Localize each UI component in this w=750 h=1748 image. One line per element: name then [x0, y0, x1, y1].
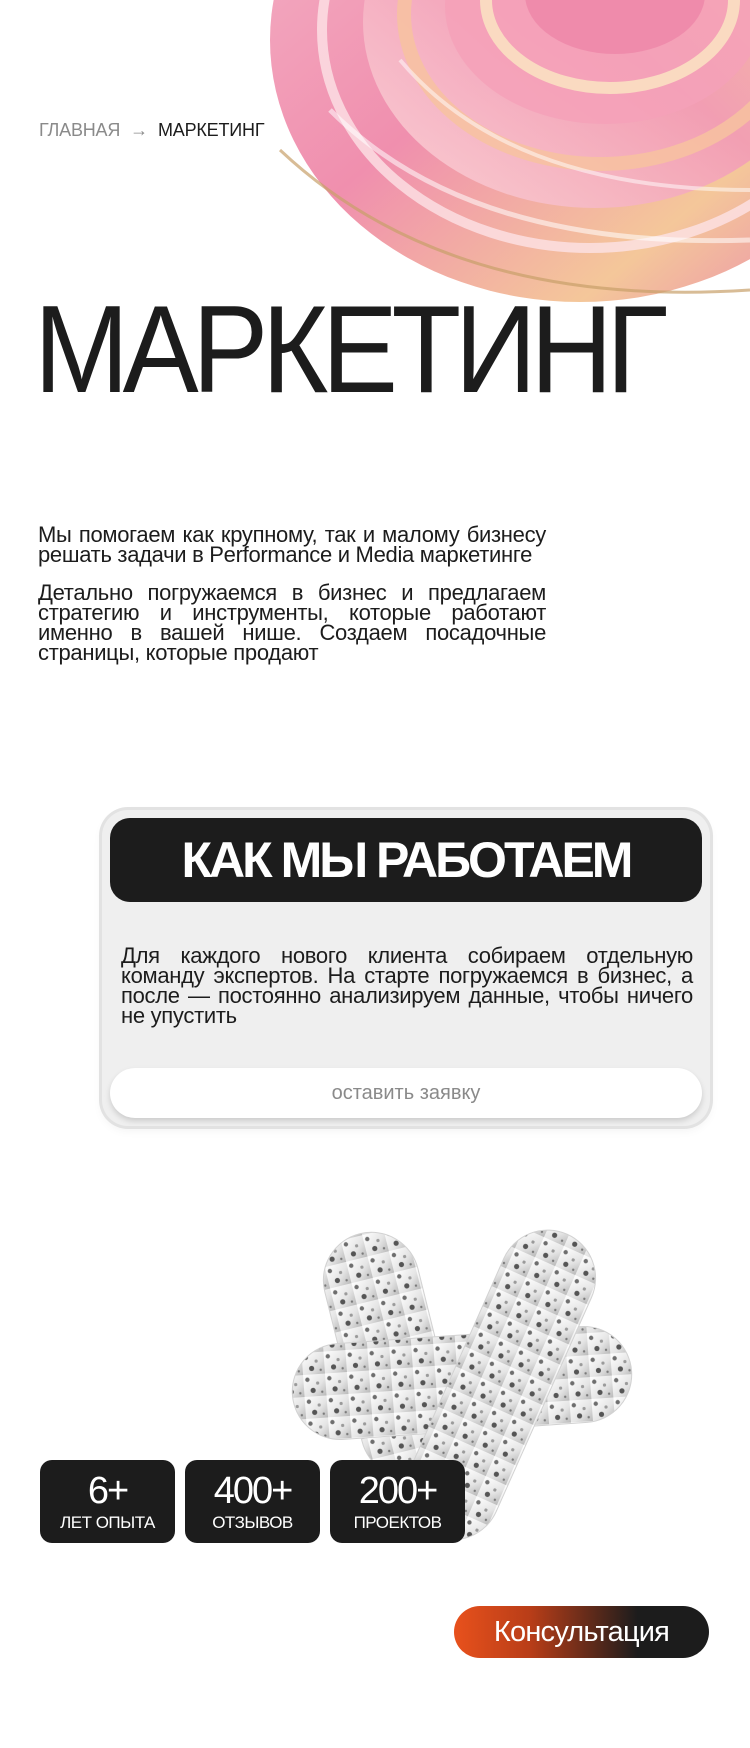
stat-value: 200+: [358, 1469, 437, 1512]
stat-card: [185, 1460, 320, 1543]
stat-card: [330, 1460, 465, 1543]
breadcrumb: [39, 120, 264, 141]
arrow-right-icon: →: [130, 120, 148, 140]
stat-card: [40, 1460, 175, 1543]
stat-value: 6+: [87, 1469, 128, 1512]
swirl-image: [250, 0, 750, 308]
how-we-work-text: Для каждого нового клиента собираем отдельную команду экспертов. На старте погружаемся в бизнес, а после — постоянно анализируем данные, чтобы ничего не упустить: [121, 943, 693, 1028]
how-we-work-title: КАК МЫ РАБОТАЕМ: [181, 832, 631, 888]
stats-row: [40, 1460, 465, 1543]
intro-lead: Мы помогаем как крупному, так и малому бизнесу решать задачи в Performance и Media маркетинге: [38, 522, 546, 567]
how-we-work-header: [110, 818, 702, 902]
hero-decorative-art: [250, 0, 750, 308]
breadcrumb-home-link[interactable]: ГЛАВНАЯ: [39, 120, 121, 140]
intro-section: [38, 522, 546, 665]
intro-body: Детально погружаемся в бизнес и предлагаем стратегию и инструменты, которые работают именно в вашей нише. Создаем посадочные страницы, которые продают: [38, 580, 546, 665]
how-we-work-card: [102, 810, 710, 1126]
stat-label: ОТЗЫВОВ: [212, 1512, 293, 1532]
leave-request-button[interactable]: оставить заявку: [110, 1068, 702, 1118]
stat-label: ЛЕТ ОПЫТА: [60, 1512, 155, 1532]
consultation-button[interactable]: Консультация: [454, 1606, 709, 1658]
page-title: МАРКЕТИНГ: [34, 281, 662, 419]
stat-label: ПРОЕКТОВ: [353, 1512, 442, 1532]
stat-value: 400+: [213, 1469, 292, 1512]
breadcrumb-current: МАРКЕТИНГ: [157, 120, 265, 140]
